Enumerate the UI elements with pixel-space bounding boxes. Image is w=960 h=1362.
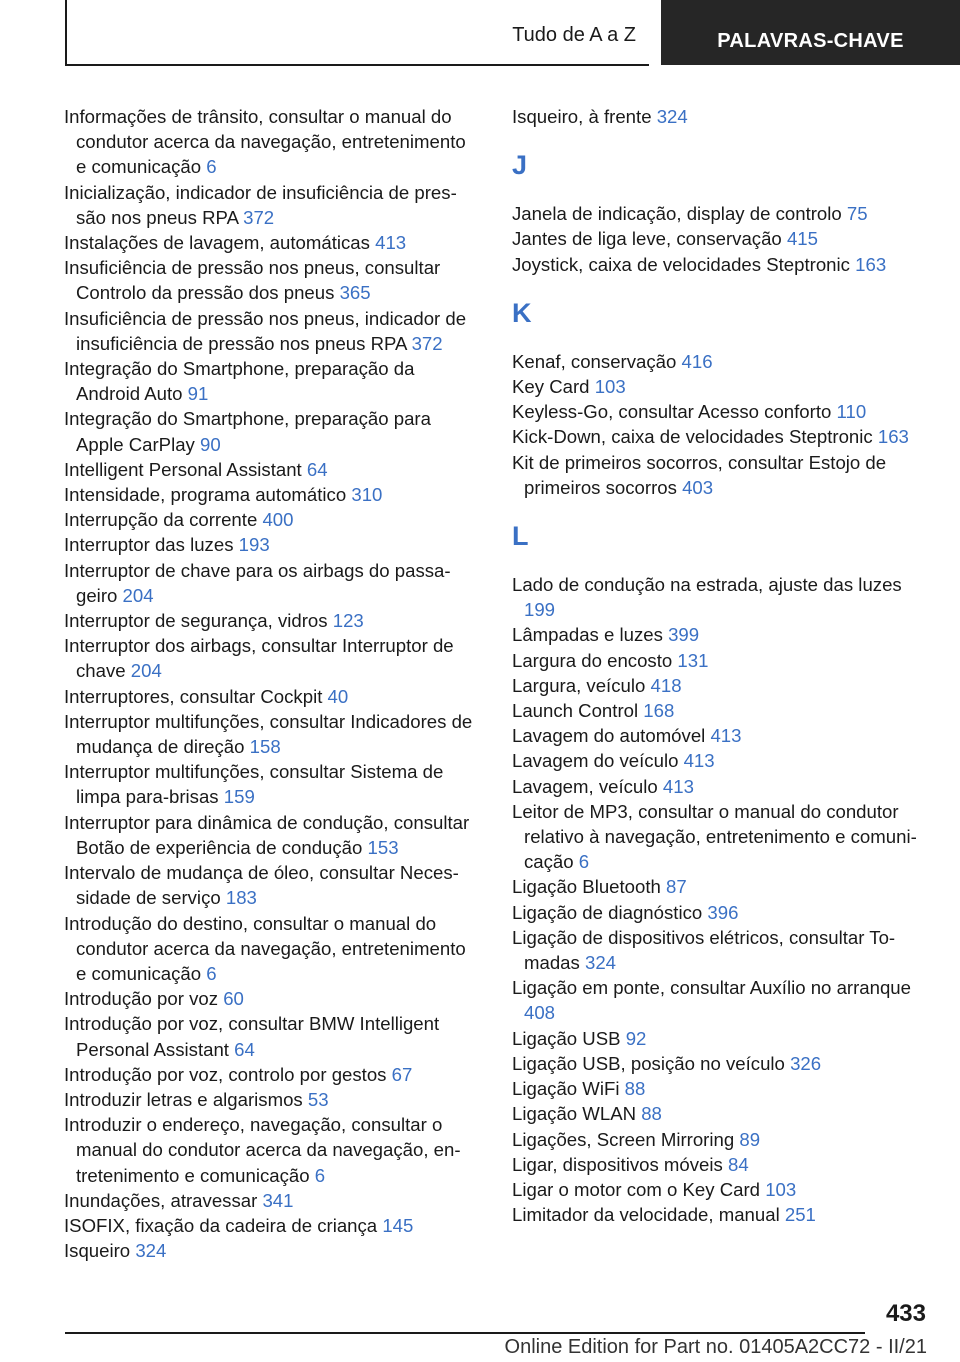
index-entry-page-link[interactable]: 326 bbox=[790, 1052, 822, 1074]
index-entry-term: Introduzir o endereço, navegação, consultar o manual do condutor acerca da navegação, entretenimento e comunicação bbox=[64, 1114, 461, 1186]
index-entry-page-link[interactable]: 168 bbox=[643, 700, 675, 722]
index-entry-term: Largura, veículo bbox=[512, 674, 646, 696]
index-entry-term: Insuficiência de pressão nos pneus, consultar Controlo da pressão dos pneus bbox=[64, 257, 441, 304]
index-entry-page-link[interactable]: 183 bbox=[225, 887, 257, 909]
chapter-tab-label: PALAVRAS-CHAVE bbox=[717, 30, 904, 52]
index-entry bbox=[512, 622, 932, 647]
index-entry-term: Isqueiro, à frente bbox=[512, 106, 652, 127]
index-entry-page-link[interactable]: 64 bbox=[306, 458, 328, 480]
index-entry-page-link[interactable]: 103 bbox=[594, 376, 626, 398]
index-entry-term: Lavagem do veículo bbox=[512, 750, 679, 772]
index-entry-page-link[interactable]: 418 bbox=[650, 674, 682, 696]
index-entry-page-link[interactable]: 87 bbox=[666, 876, 687, 898]
edition-note: Online Edition for Part no. 01405A2CC72 - II/21 bbox=[504, 1336, 927, 1358]
index-entry-term: Lado de condução na estrada, ajuste das luzes bbox=[512, 574, 902, 596]
index-entry bbox=[64, 1238, 480, 1263]
index-entry-term: Ligação em ponte, consultar Auxílio no arranque bbox=[512, 977, 911, 999]
index-entry bbox=[512, 1051, 932, 1076]
index-entry bbox=[512, 1202, 932, 1227]
index-entry-page-link[interactable]: 163 bbox=[877, 426, 909, 448]
index-entry bbox=[512, 252, 932, 277]
index-entry bbox=[512, 774, 932, 799]
index-entry bbox=[64, 911, 480, 987]
index-entry-term: Key Card bbox=[512, 376, 590, 398]
index-entry-page-link[interactable]: 6 bbox=[314, 1164, 326, 1186]
index-entry bbox=[512, 201, 932, 226]
index-entry bbox=[64, 608, 480, 633]
index-entry-term: Inundações, atravessar bbox=[64, 1189, 258, 1211]
index-entry-term: Kenaf, conservação bbox=[512, 350, 677, 372]
index-entry bbox=[64, 532, 480, 557]
index-entry-page-link[interactable]: 365 bbox=[339, 282, 371, 304]
index-entry-term: Leitor de MP3, consultar o manual do condutor relativo à navegação, entretenimento e comunicação bbox=[512, 800, 917, 873]
header-left-rule bbox=[65, 0, 67, 64]
index-entry bbox=[512, 1101, 932, 1126]
index-letter-heading: J bbox=[512, 150, 528, 181]
index-entry bbox=[64, 180, 480, 230]
index-entry-term: Interruptor para dinâmica de condução, consultar Botão de experiência de condução bbox=[64, 811, 470, 858]
header-bottom-rule bbox=[65, 64, 649, 66]
index-entry-page-link[interactable]: 204 bbox=[122, 584, 154, 606]
page-number: 433 bbox=[885, 1300, 926, 1327]
index-entry bbox=[64, 810, 480, 860]
index-entry-page-link[interactable]: 6 bbox=[578, 851, 590, 873]
index-entry-page-link[interactable]: 400 bbox=[262, 509, 294, 531]
index-entry bbox=[64, 1062, 480, 1087]
index-entry bbox=[64, 759, 480, 809]
index-entry bbox=[64, 306, 480, 356]
index-entry-page-link[interactable]: 403 bbox=[682, 476, 714, 498]
index-entry bbox=[64, 457, 480, 482]
index-entry-term: Ligação USB bbox=[512, 1027, 621, 1049]
section-title: Tudo de A a Z bbox=[512, 24, 636, 46]
index-entry-term: Interruptor de chave para os airbags do passageiro bbox=[64, 559, 451, 606]
index-entry-page-link[interactable]: 251 bbox=[784, 1204, 816, 1226]
index-entry-term: Integração do Smartphone, preparação para Apple CarPlay bbox=[64, 408, 431, 455]
index-entry-page-link[interactable]: 89 bbox=[739, 1128, 761, 1150]
index-entry-page-link[interactable]: 324 bbox=[584, 952, 617, 974]
index-entry-term: Informações de trânsito, consultar o manual do condutor acerca da navegação, entretenimento e comunicação bbox=[64, 106, 466, 178]
index-entry-page-link[interactable]: 413 bbox=[683, 750, 715, 772]
index-entry-term: Ligação WiFi bbox=[512, 1078, 620, 1100]
index-entry bbox=[512, 104, 932, 129]
index-entry-page-link[interactable]: 159 bbox=[223, 786, 255, 808]
index-entry bbox=[512, 424, 932, 449]
index-entry bbox=[512, 648, 932, 673]
index-entry bbox=[64, 1087, 480, 1112]
index-entry-term: Introdução por voz, controlo por gestos bbox=[64, 1063, 387, 1085]
index-entry-term: Intensidade, programa automático bbox=[64, 484, 347, 506]
index-entry-page-link[interactable]: 92 bbox=[625, 1027, 647, 1049]
index-entry-page-link[interactable]: 64 bbox=[234, 1038, 255, 1060]
index-entry bbox=[512, 748, 932, 773]
index-entry-page-link[interactable]: 324 bbox=[135, 1240, 167, 1262]
index-entry-term: Joystick, caixa de velocidades Steptronic bbox=[512, 253, 850, 275]
index-entry bbox=[512, 975, 932, 1025]
index-entry bbox=[512, 399, 932, 424]
index-entry-page-link[interactable]: 88 bbox=[641, 1103, 662, 1125]
index-entry-term: Ligação Bluetooth bbox=[512, 876, 661, 898]
index-entry bbox=[512, 799, 932, 875]
index-letter-heading: K bbox=[512, 297, 532, 328]
index-entry-page-link[interactable]: 88 bbox=[624, 1078, 646, 1100]
index-entry-term: Interruptor multifunções, consultar Sistema de limpa para-brisas bbox=[64, 761, 444, 808]
index-entry bbox=[512, 572, 932, 622]
index-entry-page-link[interactable]: 145 bbox=[382, 1214, 414, 1236]
index-entry-page-link[interactable]: 75 bbox=[846, 203, 868, 225]
index-entry-term: Interruptor dos airbags, consultar Interruptor de chave bbox=[64, 635, 454, 682]
index-entry-term: Lavagem do automóvel bbox=[512, 725, 706, 747]
index-entry bbox=[64, 684, 480, 709]
index-entry-page-link[interactable]: 310 bbox=[351, 484, 383, 506]
index-entry-page-link[interactable]: 408 bbox=[524, 1002, 556, 1024]
index-entry-term: Interrupção da corrente bbox=[64, 509, 258, 531]
index-entry-term: Intelligent Personal Assistant bbox=[64, 458, 302, 480]
index-entry bbox=[64, 1112, 480, 1188]
index-entry-term: Ligação WLAN bbox=[512, 1103, 637, 1125]
index-entry bbox=[64, 1011, 480, 1061]
index-entry bbox=[512, 1076, 932, 1101]
index-entry-term: Introdução por voz, consultar BMW Intelligent Personal Assistant bbox=[64, 1013, 440, 1060]
index-entry bbox=[64, 860, 480, 910]
index-entry-page-link[interactable]: 40 bbox=[327, 685, 349, 707]
index-entry bbox=[64, 1188, 480, 1213]
index-entry-term: Lavagem, veículo bbox=[512, 775, 658, 797]
index-entry-page-link[interactable]: 416 bbox=[681, 350, 713, 372]
index-entry-term: Ligações, Screen Mirroring bbox=[512, 1128, 735, 1150]
index-entry-term: Ligação de diagnóstico bbox=[512, 901, 703, 923]
index-entry bbox=[512, 723, 932, 748]
index-entry bbox=[64, 507, 480, 532]
index-entry-page-link[interactable]: 60 bbox=[223, 988, 244, 1010]
index-entry-term: Interruptor de segurança, vidros bbox=[64, 610, 328, 632]
index-entry-page-link[interactable]: 204 bbox=[130, 660, 162, 682]
index-entry bbox=[512, 226, 932, 251]
index-entry bbox=[512, 900, 932, 925]
chapter-tab bbox=[661, 0, 960, 65]
index-entry-term: Ligação USB, posição no veículo bbox=[512, 1052, 785, 1074]
index-entry-page-link[interactable]: 53 bbox=[307, 1088, 329, 1110]
index-entry-page-link[interactable]: 103 bbox=[765, 1178, 797, 1200]
index-entry bbox=[512, 874, 932, 899]
index-letter-heading: L bbox=[512, 521, 529, 552]
index-entry-page-link[interactable]: 372 bbox=[411, 332, 443, 354]
index-entry-term: Launch Control bbox=[512, 700, 639, 722]
index-entry bbox=[512, 450, 932, 500]
index-entry-term: Interruptor multifunções, consultar Indicadores de mudança de direção bbox=[64, 710, 473, 758]
index-entry-page-link[interactable]: 341 bbox=[262, 1189, 294, 1211]
index-entry-page-link[interactable]: 91 bbox=[187, 383, 209, 405]
index-entry bbox=[64, 230, 480, 255]
index-entry-term: Lâmpadas e luzes bbox=[512, 624, 663, 646]
index-entry-page-link[interactable]: 413 bbox=[710, 725, 742, 747]
index-entry-page-link[interactable]: 90 bbox=[200, 433, 221, 455]
index-column-left bbox=[64, 104, 480, 1263]
index-entry-page-link[interactable]: 372 bbox=[243, 206, 275, 228]
index-entry bbox=[64, 709, 480, 759]
index-entry-page-link[interactable]: 413 bbox=[662, 775, 694, 797]
index-entry-term: Introduzir letras e algarismos bbox=[64, 1088, 303, 1110]
index-entry-page-link[interactable]: 396 bbox=[707, 901, 739, 923]
index-entry-page-link[interactable]: 199 bbox=[524, 599, 556, 621]
index-column-right bbox=[512, 104, 932, 1227]
index-entry-page-link[interactable]: 163 bbox=[855, 253, 887, 275]
index-entry-page-link[interactable]: 153 bbox=[367, 836, 399, 858]
index-entry-term: Ligar, dispositivos móveis bbox=[512, 1153, 723, 1175]
index-entry-term: Inicialização, indicador de insuficiência de pressão nos pneus RPA bbox=[64, 181, 457, 228]
index-entry bbox=[64, 255, 480, 305]
index-entry-page-link[interactable]: 123 bbox=[332, 610, 364, 632]
index-entry-term: Isqueiro bbox=[64, 1240, 131, 1262]
index-entry-page-link[interactable]: 131 bbox=[677, 649, 709, 671]
index-entry bbox=[512, 349, 932, 374]
index-entry-term: Intervalo de mudança de óleo, consultar Necessidade de serviço bbox=[64, 862, 459, 909]
index-entry-page-link[interactable]: 6 bbox=[206, 962, 217, 984]
index-entry bbox=[512, 698, 932, 723]
index-entry-term: ISOFIX, fixação da cadeira de criança bbox=[64, 1214, 378, 1236]
index-entry bbox=[64, 633, 480, 683]
index-entry-term: Limitador da velocidade, manual bbox=[512, 1204, 780, 1226]
index-entry-term: Insuficiência de pressão nos pneus, indicador de insuficiência de pressão nos pneus RPA bbox=[64, 307, 467, 354]
index-entry-term: Integração do Smartphone, preparação da Android Auto bbox=[64, 358, 415, 405]
index-entry-page-link[interactable]: 84 bbox=[728, 1153, 749, 1175]
index-entry-page-link[interactable]: 193 bbox=[238, 534, 270, 556]
index-entry-term: Kick-Down, caixa de velocidades Steptronic bbox=[512, 426, 873, 448]
index-entry-page-link[interactable]: 110 bbox=[836, 401, 867, 423]
index-entry-term: Largura do encosto bbox=[512, 649, 673, 671]
index-entry-term: Kit de primeiros socorros, consultar Estojo de primeiros socorros bbox=[512, 451, 887, 498]
index-entry-page-link[interactable]: 67 bbox=[391, 1063, 413, 1085]
index-entry-term: Interruptor das luzes bbox=[64, 534, 234, 556]
index-entry bbox=[512, 673, 932, 698]
index-entry-term: Ligar o motor com o Key Card bbox=[512, 1178, 761, 1200]
index-entry-page-link[interactable]: 415 bbox=[786, 228, 818, 250]
footer-rule bbox=[65, 1332, 865, 1334]
index-entry bbox=[512, 374, 932, 399]
index-entry bbox=[512, 925, 932, 975]
index-entry bbox=[64, 558, 480, 608]
index-entry-term: Introdução por voz bbox=[64, 988, 219, 1010]
index-entry-term: Janela de indicação, display de controlo bbox=[512, 203, 842, 225]
index-entry bbox=[64, 406, 480, 456]
index-entry-term: Instalações de lavagem, automáticas bbox=[64, 232, 370, 254]
index-entry bbox=[512, 1127, 932, 1152]
index-entry bbox=[512, 1152, 932, 1177]
index-entry-page-link[interactable]: 399 bbox=[668, 624, 700, 646]
index-entry-term: Keyless-Go, consultar Acesso conforto bbox=[512, 401, 832, 423]
index-entry-page-link[interactable]: 324 bbox=[656, 106, 688, 127]
index-entry-page-link[interactable]: 413 bbox=[375, 232, 407, 254]
index-entry bbox=[64, 986, 480, 1011]
index-entry-term: Jantes de liga leve, conservação bbox=[512, 228, 782, 250]
index-entry-term: Interruptores, consultar Cockpit bbox=[64, 685, 323, 707]
index-entry-page-link[interactable]: 6 bbox=[206, 156, 217, 178]
index-entry-term: Ligação de dispositivos elétricos, consultar Tomadas bbox=[512, 926, 896, 974]
index-entry bbox=[64, 482, 480, 507]
index-entry-term: Introdução do destino, consultar o manual do condutor acerca da navegação, entretenimento e comunicação bbox=[64, 912, 466, 984]
index-entry bbox=[64, 1213, 480, 1238]
index-entry-page-link[interactable]: 158 bbox=[249, 736, 281, 758]
index-entry bbox=[512, 1026, 932, 1051]
index-entry bbox=[512, 1177, 932, 1202]
index-entry bbox=[64, 104, 480, 180]
index-entry bbox=[64, 356, 480, 406]
